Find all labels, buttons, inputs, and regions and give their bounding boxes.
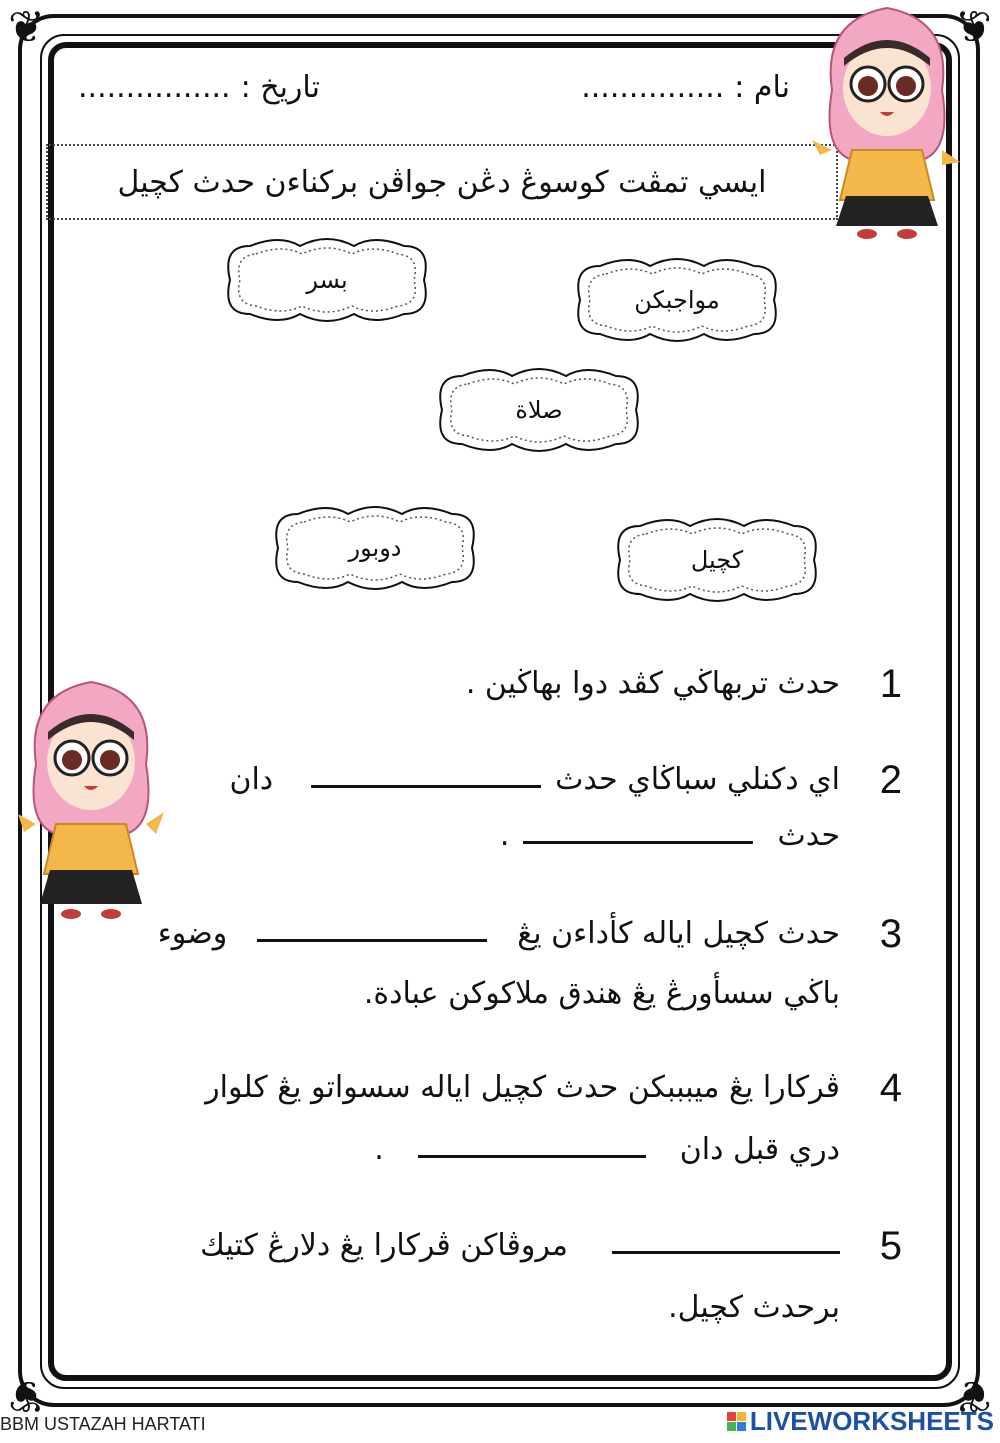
- question-1: [80, 656, 910, 716]
- question-text: حدث تربهاڬي كڤد دوا بهاڬين .: [465, 666, 840, 701]
- question-text: ڤركارا يڠ ميبببكن حدث كچيل اياله سسواتو يڠ كلوار: [205, 1070, 840, 1105]
- name-field: [581, 70, 790, 105]
- word-card-label: صلاة: [515, 396, 563, 424]
- answer-blank[interactable]: [612, 1251, 840, 1254]
- corner-ornament-icon: ❦: [955, 1370, 992, 1421]
- header-row: [78, 62, 790, 112]
- corner-ornament-icon: ❦: [8, 2, 45, 53]
- answer-blank[interactable]: [523, 841, 753, 844]
- question-text: .: [499, 818, 510, 853]
- question-line: [229, 752, 840, 808]
- question-line: [668, 1280, 840, 1336]
- word-card[interactable]: [432, 362, 646, 458]
- question-number: 4: [879, 1066, 902, 1110]
- instruction-text: ايسي تمڤت كوسوڠ دڠن جواڤن بركناءن حدث كچيل: [117, 164, 767, 200]
- question-number: 3: [879, 912, 902, 956]
- corner-ornament-icon: ❦: [8, 1370, 45, 1421]
- question-text: حدث: [777, 818, 840, 853]
- word-card[interactable]: [570, 252, 784, 348]
- answer-blank[interactable]: [418, 1155, 646, 1158]
- word-card-label: دوبور: [348, 534, 402, 562]
- date-label: تاريخ :: [240, 69, 320, 105]
- question-text: مروڤاكن ڤركارا يڠ دلارڠ كتيك: [200, 1228, 568, 1263]
- liveworksheets-mark-icon: [727, 1412, 746, 1431]
- question-text: دري قبل دان: [679, 1132, 840, 1167]
- question-line: [374, 1122, 840, 1178]
- question-5: [80, 1218, 910, 1338]
- question-2: [80, 752, 910, 872]
- hijab-girl-illustration-icon: [812, 0, 962, 242]
- question-line: [158, 906, 840, 962]
- question-line: [364, 966, 840, 1022]
- hijab-girl-illustration-icon: [16, 674, 166, 926]
- question-text: اي دكنلي سباڬاي حدث: [555, 762, 840, 797]
- instruction-box: [46, 144, 838, 220]
- question-text: باڬي سسأورڠ يڠ هندق ملاكوكن عبادة.: [363, 976, 840, 1011]
- question-number: 5: [879, 1224, 902, 1268]
- question-line: [466, 656, 840, 712]
- question-4: [80, 1060, 910, 1180]
- word-card-label: كچيل: [690, 546, 744, 574]
- answer-blank[interactable]: [311, 785, 541, 788]
- question-text: دان: [229, 762, 274, 797]
- word-card[interactable]: [268, 500, 482, 596]
- question-number: 2: [879, 758, 902, 802]
- corner-ornament-icon: ❦: [955, 2, 992, 53]
- question-text: .: [374, 1132, 384, 1167]
- word-card[interactable]: [610, 512, 824, 608]
- word-card[interactable]: [220, 232, 434, 328]
- answer-blank[interactable]: [257, 939, 487, 942]
- liveworksheets-brand: LIVEWORKSHEETS: [749, 1406, 994, 1436]
- name-dots: ...............: [581, 69, 725, 105]
- footer-credit: BBM USTAZAH HARTATI: [0, 1414, 206, 1434]
- question-line: [500, 808, 840, 864]
- question-line: [200, 1218, 840, 1274]
- date-field: [78, 70, 320, 105]
- date-dots: ................: [78, 69, 231, 105]
- liveworksheets-logo[interactable]: [727, 1406, 994, 1437]
- question-3: [80, 906, 910, 1026]
- word-card-label: بسر: [306, 266, 348, 294]
- question-text: برحدث كچيل.: [668, 1290, 840, 1325]
- question-line: [205, 1060, 840, 1116]
- name-label: نام :: [734, 69, 790, 105]
- question-text: وضوء: [157, 916, 228, 951]
- question-number: 1: [879, 662, 902, 706]
- word-card-label: مواجبكن: [634, 286, 720, 314]
- question-text: حدث كچيل اياله كأداءن يڠ: [517, 916, 840, 951]
